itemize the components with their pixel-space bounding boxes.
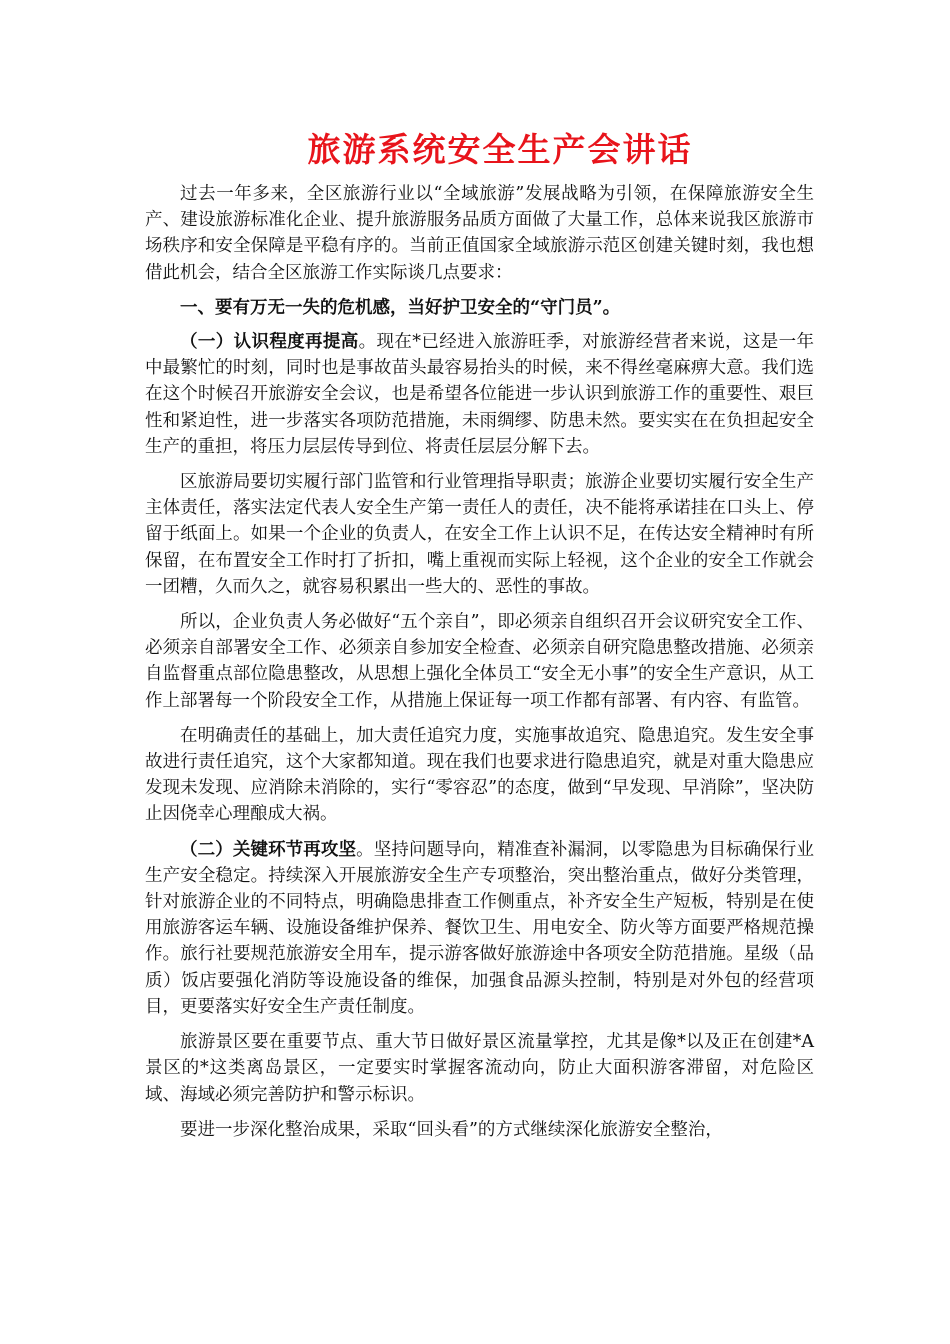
paragraph-scenic-areas: 旅游景区要在重要节点、重大节日做好景区流量掌控，尤其是像*以及正在创建*A景区的*这类离岛景区，一定要实时掌握客流动向，防止大面积游客滞留，对危险区域、海域必须完善防护和警示标识。 <box>145 1032 814 1105</box>
subsection-text-1: 。现在*已经进入旅游旺季，对旅游经营者来说，这是一年中最繁忙的时刻，同时也是事故苗头最容易抬头的时候，来不得丝毫麻痹大意。我们选在这个时候召开旅游安全会议，也是希望各位能进一步认识到旅游工作的重要性、艰巨性和紧迫性，进一步落实各项防范措施，未雨绸缪、防患未然。要实实在在负担起安全生产的重担，将压力层层传导到位、将责任层层分解下去。 <box>145 332 815 457</box>
paragraph-five-personal: 所以，企业负责人务必做好“五个亲自”，即必须亲自组织召开会议研究安全工作、必须亲自部署安全工作、必须亲自参加安全检查、必须亲自研究隐患整改措施、必须亲自监督重点部位隐患整改，从思想上强化全体员工“安全无小事”的安全生产意识，从工作上部署每一个阶段安全工作，从措施上保证每一项工作都有部署、有内容、有监管。 <box>145 612 814 711</box>
paragraph-accountability: 在明确责任的基础上，加大责任追究力度，实施事故追究、隐患追究。发生安全事故进行责任追究，这个大家都知道。现在我们也要求进行隐患追究，就是对重大隐患应发现未发现、应消除未消除的，实行“零容忍”的态度，做到“早发现、早消除”，坚决防止因侥幸心理酿成大祸。 <box>145 725 814 825</box>
section-heading-1: 一、要有万无一失的危机感，当好护卫安全的“守门员”。 <box>180 297 621 318</box>
paragraph-subsection-1 <box>145 329 814 460</box>
paragraph-deepen-rectification: 要进一步深化整治成果，采取“回头看”的方式继续深化旅游安全整治， <box>180 1119 723 1140</box>
document-title: 旅游系统安全生产会讲话 <box>307 130 693 169</box>
subsection-heading-1: （一）认识程度再提高 <box>180 332 359 353</box>
subsection-text-2: 。坚持问题导向，精准查补漏洞，以零隐患为目标确保行业生产安全稳定。持续深入开展旅游安全生产专项整治，突出整治重点，做好分类管理，针对旅游企业的不同特点，明确隐患排查工作侧重点，补齐安全生产短板，特别是在使用旅游客运车辆、设施设备维护保养、餐饮卫生、用电安全、防火等方面要严格规范操作。旅行社要规范旅游安全用车，提示游客做好旅游途中各项安全防范措施。星级（品质）饭店要强化消防等设施设备的维保，加强食品源头控制，特别是对外包的经营项目，更要落实好安全生产责任制度。 <box>145 839 815 1017</box>
subsection-heading-2: （二）关键环节再攻坚 <box>180 839 357 860</box>
paragraph-subsection-2 <box>145 837 814 1020</box>
paragraph-intro: 过去一年多来，全区旅游行业以“全域旅游”发展战略为引领，在保障旅游安全生产、建设旅游标准化企业、提升旅游服务品质方面做了大量工作，总体来说我区旅游市场秩序和安全保障是平稳有序的。当前正值国家全域旅游示范区创建关键时刻，我也想借此机会，结合全区旅游工作实际谈几点要求： <box>145 184 814 283</box>
document-body <box>145 181 814 1152</box>
paragraph-responsibility: 区旅游局要切实履行部门监管和行业管理指导职责；旅游企业要切实履行安全生产主体责任，落实法定代表人安全生产第一责任人的责任，决不能将承诺挂在口头上、停留于纸面上。如果一个企业的负责人，在安全工作上认识不足，在传达安全精神时有所保留，在布置安全工作时打了折扣，嘴上重视而实际上轻视，这个企业的安全工作就会一团糟，久而久之，就容易积累出一些大的、恶性的事故。 <box>145 472 814 597</box>
